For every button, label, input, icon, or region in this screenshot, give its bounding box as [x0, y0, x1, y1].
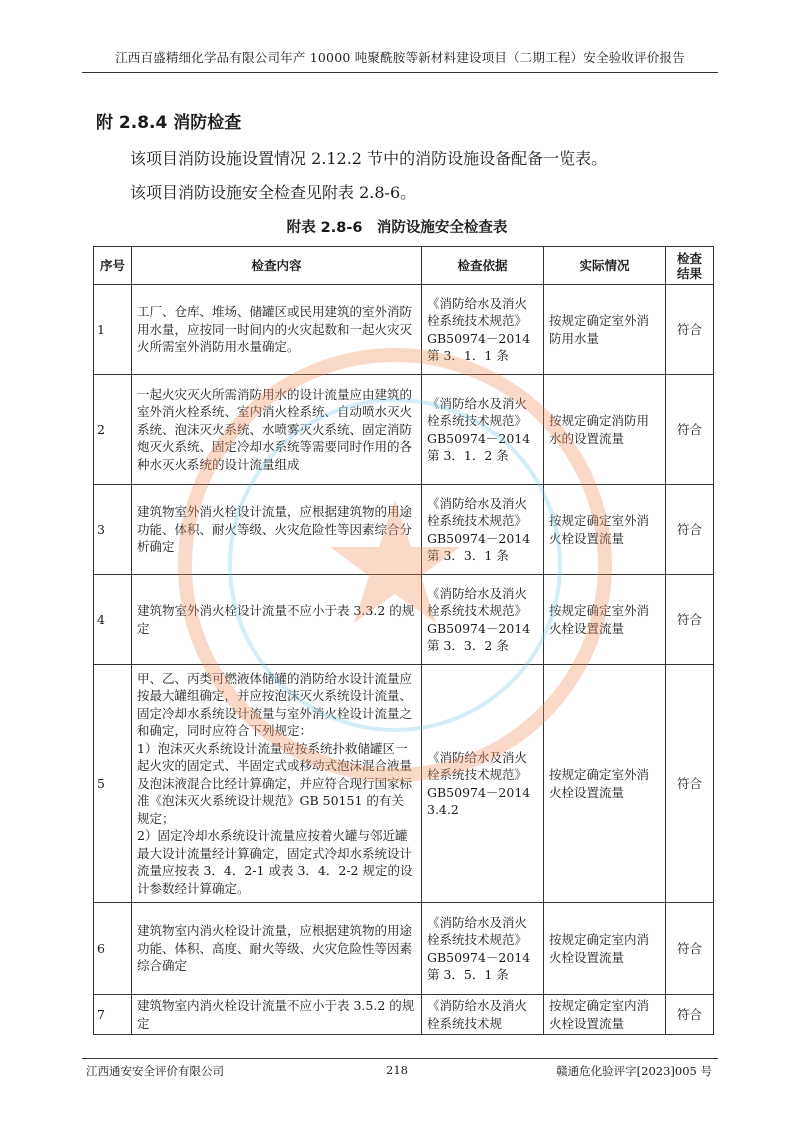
- cell-no: 4: [94, 575, 132, 665]
- cell-actual: 按规定确定室内消火栓设置流量: [544, 995, 666, 1035]
- cell-actual: 按规定确定室外消防用水量: [544, 285, 666, 375]
- table-row: [94, 995, 714, 1035]
- cell-no: 6: [94, 903, 132, 995]
- header-content: 检查内容: [132, 247, 422, 285]
- table-header-row: [94, 247, 714, 285]
- cell-result: 符合: [666, 665, 714, 903]
- cell-result: 符合: [666, 375, 714, 485]
- cell-no: 5: [94, 665, 132, 903]
- table-row: [94, 485, 714, 575]
- cell-result: 符合: [666, 575, 714, 665]
- footer-doc-number: 赣通危化验评字[2023]005 号: [556, 1064, 712, 1078]
- paragraph-1: 该项目消防设施设置情况 2.12.2 节中的消防设施设备配备一览表。: [130, 149, 608, 168]
- cell-basis: 《消防给水及消火栓系统技术规: [422, 995, 544, 1035]
- cell-basis: 《消防给水及消火栓系统技术规范》GB50974－2014 第 3．5．1 条: [422, 903, 544, 995]
- cell-content: 一起火灾灭火所需消防用水的设计流量应由建筑的室外消火栓系统、室内消火栓系统、自动喷水灭火系统、泡沫灭火系统、水喷雾灭火系统、固定消防炮灭火系统、固定冷却水系统等需要同时作用的各种水灭火系统的设计流量组成: [132, 375, 422, 485]
- header-result: 检查结果: [666, 247, 714, 285]
- cell-content: 甲、乙、丙类可燃液体储罐的消防给水设计流量应按最大罐组确定，并应按泡沫灭火系统设计流量、固定冷却水系统设计流量与室外消火栓设计流量之和确定，同时应符合下列规定： 1）泡沫灭火系统设计流量应按系统扑救储罐区一起火灾的固定式、半固定式或移动式泡沫混合液量及泡沫液混合比经计算确定，并应符合现行国家标准《泡沫灭火系统设计规范》GB 50151 的有关规定； 2）固定冷却水系统设计流量应按着火罐与邻近罐最大设计流量经计算确定，固定式冷却水系统设计流量应按表 3．4．2-1 或表 3．4．2-2 规定的设计参数经计算确定。: [132, 665, 422, 903]
- cell-content: 工厂、仓库、堆场、储罐区或民用建筑的室外消防用水量，应按同一时间内的火灾起数和一起火灾灭火所需室外消防用水量确定。: [132, 285, 422, 375]
- cell-actual: 按规定确定室外消火栓设置流量: [544, 485, 666, 575]
- table-row: [94, 285, 714, 375]
- cell-actual: 按规定确定消防用水的设置流量: [544, 375, 666, 485]
- cell-content: 建筑物室内消火栓设计流量不应小于表 3.5.2 的规定: [132, 995, 422, 1035]
- cell-basis: 《消防给水及消火栓系统技术规范》GB50974－2014 第 3．1．2 条: [422, 375, 544, 485]
- header-no: 序号: [94, 247, 132, 285]
- table-row: [94, 375, 714, 485]
- cell-actual: 按规定确定室内消火栓设置流量: [544, 903, 666, 995]
- page-header: 江西百盛精细化学品有限公司年产 10000 吨聚酰胺等新材料建设项目（二期工程）安全验收评价报告: [115, 50, 685, 65]
- paragraph-2: 该项目消防设施安全检查见附表 2.8-6。: [130, 183, 417, 202]
- section-title: 附 2.8.4 消防检查: [96, 113, 242, 133]
- cell-result: 符合: [666, 285, 714, 375]
- footer-divider: [82, 1058, 718, 1059]
- header-divider: [82, 72, 718, 73]
- header-basis: 检查依据: [422, 247, 544, 285]
- cell-no: 1: [94, 285, 132, 375]
- footer-page-number: 218: [386, 1063, 408, 1077]
- cell-result: 符合: [666, 903, 714, 995]
- cell-content: 建筑物室外消火栓设计流量不应小于表 3.3.2 的规定: [132, 575, 422, 665]
- cell-content: 建筑物室外消火栓设计流量，应根据建筑物的用途功能、体积、耐火等级、火灾危险性等因素综合分析确定: [132, 485, 422, 575]
- inspection-table: [93, 246, 714, 1035]
- cell-no: 2: [94, 375, 132, 485]
- footer-company: 江西通安安全评价有限公司: [86, 1064, 224, 1078]
- cell-content: 建筑物室内消火栓设计流量，应根据建筑物的用途功能、体积、高度、耐火等级、火灾危险性等因素综合确定: [132, 903, 422, 995]
- cell-no: 7: [94, 995, 132, 1035]
- header-actual: 实际情况: [544, 247, 666, 285]
- cell-basis: 《消防给水及消火栓系统技术规范》GB50974－2014 3.4.2: [422, 665, 544, 903]
- cell-result: 符合: [666, 995, 714, 1035]
- cell-actual: 按规定确定室外消火栓设置流量: [544, 575, 666, 665]
- cell-basis: 《消防给水及消火栓系统技术规范》GB50974－2014 第 3．1．1 条: [422, 285, 544, 375]
- cell-actual: 按规定确定室外消火栓设置流量: [544, 665, 666, 903]
- table-row: [94, 903, 714, 995]
- cell-result: 符合: [666, 485, 714, 575]
- cell-basis: 《消防给水及消火栓系统技术规范》GB50974－2014 第 3．3．1 条: [422, 485, 544, 575]
- cell-basis: 《消防给水及消火栓系统技术规范》GB50974－2014 第 3．3．2 条: [422, 575, 544, 665]
- cell-no: 3: [94, 485, 132, 575]
- table-caption: 附表 2.8-6 消防设施安全检查表: [286, 220, 508, 236]
- table-row: [94, 665, 714, 903]
- table-row: [94, 575, 714, 665]
